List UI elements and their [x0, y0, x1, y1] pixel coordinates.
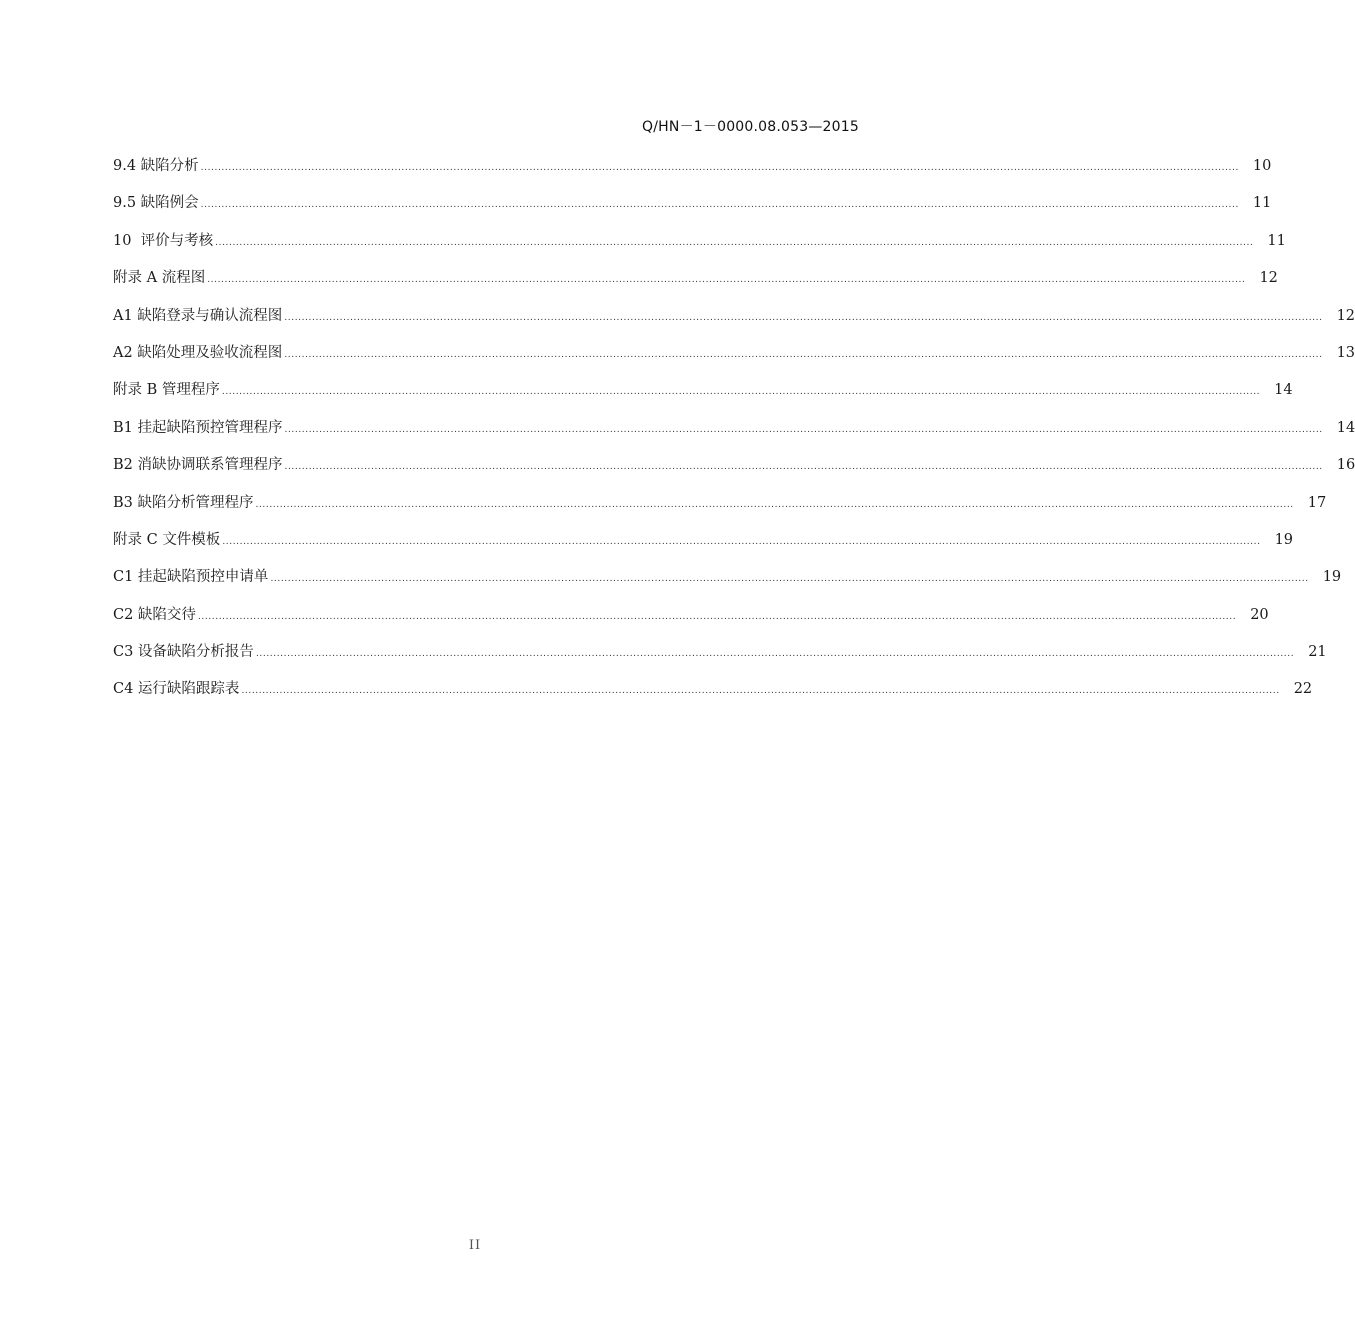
toc-entry-page: 19	[1322, 569, 1342, 586]
toc-entry-title: 10 评价与考核	[113, 232, 214, 249]
toc-leader-dots: ............................................................................................................................................................................................................................................................................................................	[241, 686, 1280, 697]
toc-leader-dots: ............................................................................................................................................................................................................................................................................................................	[284, 349, 1323, 360]
toc-entry-page: 11	[1267, 232, 1286, 249]
toc-entry[interactable]	[113, 640, 1327, 677]
toc-entry-title: 9.4 缺陷分析	[113, 158, 199, 174]
toc-entry-page: 20	[1250, 606, 1269, 623]
toc-entry-page: 12	[1336, 307, 1355, 324]
toc-entry-page: 11	[1252, 195, 1272, 212]
toc-entry-title: 附录 A 流程图	[113, 270, 206, 287]
toc-entry[interactable]	[113, 191, 1272, 228]
toc-entry-page: 17	[1307, 494, 1327, 511]
toc-entry[interactable]	[113, 677, 1313, 714]
toc-leader-dots: ............................................................................................................................................................................................................................................................................................................	[222, 536, 1261, 547]
toc-entry-title: 附录 C 文件模板	[113, 531, 221, 548]
toc-entry[interactable]	[113, 416, 1355, 453]
toc-entry[interactable]	[113, 378, 1293, 415]
toc-leader-dots: ............................................................................................................................................................................................................................................................................................................	[207, 275, 1246, 286]
toc-entry[interactable]	[113, 304, 1355, 341]
toc-entry-title: C4 运行缺陷跟踪表	[113, 681, 240, 698]
toc-entry-page: 13	[1336, 344, 1355, 361]
toc-leader-dots: ............................................................................................................................................................................................................................................................................................................	[255, 499, 1294, 510]
toc-entry-page: 14	[1274, 382, 1293, 399]
footer-page-number: II	[468, 1238, 482, 1253]
toc-entry-title: B3 缺陷分析管理程序	[113, 494, 254, 511]
toc-entry-page: 21	[1308, 644, 1327, 661]
toc-leader-dots: ............................................................................................................................................................................................................................................................................................................	[200, 200, 1239, 211]
toc-entry-title: C2 缺陷交待	[113, 606, 196, 623]
toc-entry[interactable]	[113, 603, 1269, 640]
toc-entry-page: 22	[1293, 681, 1313, 698]
toc-entry[interactable]	[113, 341, 1355, 378]
toc-entry-page: 14	[1336, 419, 1355, 436]
toc-entry-page: 16	[1336, 457, 1355, 474]
toc-leader-dots: ............................................................................................................................................................................................................................................................................................................	[284, 424, 1323, 435]
toc-entry[interactable]	[113, 565, 1342, 602]
toc-entry[interactable]	[113, 528, 1294, 565]
toc-entry-title: A2 缺陷处理及验收流程图	[113, 344, 283, 361]
toc-leader-dots: ............................................................................................................................................................................................................................................................................................................	[200, 163, 1239, 173]
document-code: Q/HN－1－0000.08.053—2015	[642, 119, 859, 135]
toc-leader-dots: ............................................................................................................................................................................................................................................................................................................	[284, 312, 1323, 323]
toc-entry[interactable]	[113, 154, 1272, 191]
toc-entry-title: C3 设备缺陷分析报告	[113, 644, 254, 661]
toc-leader-dots: ............................................................................................................................................................................................................................................................................................................	[284, 462, 1323, 473]
toc-entry-title: B2 消缺协调联系管理程序	[113, 457, 283, 474]
toc-entry-page: 12	[1259, 270, 1278, 287]
table-of-contents	[113, 154, 1355, 715]
toc-leader-dots: ............................................................................................................................................................................................................................................................................................................	[255, 649, 1295, 660]
toc-leader-dots: ............................................................................................................................................................................................................................................................................................................	[270, 574, 1309, 585]
toc-leader-dots: ............................................................................................................................................................................................................................................................................................................	[197, 611, 1237, 622]
toc-entry[interactable]	[113, 453, 1355, 490]
toc-entry[interactable]	[113, 229, 1286, 266]
toc-entry[interactable]	[113, 491, 1327, 528]
toc-entry-title: C1 挂起缺陷预控申请单	[113, 569, 269, 586]
toc-entry-title: B1 挂起缺陷预控管理程序	[113, 419, 283, 436]
toc-entry-page: 19	[1274, 531, 1294, 548]
toc-entry-page: 10	[1252, 158, 1272, 174]
toc-entry-title: 附录 B 管理程序	[113, 382, 220, 399]
toc-leader-dots: ............................................................................................................................................................................................................................................................................................................	[215, 237, 1254, 248]
toc-entry[interactable]	[113, 266, 1278, 303]
toc-leader-dots: ............................................................................................................................................................................................................................................................................................................	[221, 387, 1261, 398]
toc-entry-title: 9.5 缺陷例会	[113, 195, 199, 212]
toc-entry-title: A1 缺陷登录与确认流程图	[113, 307, 283, 324]
